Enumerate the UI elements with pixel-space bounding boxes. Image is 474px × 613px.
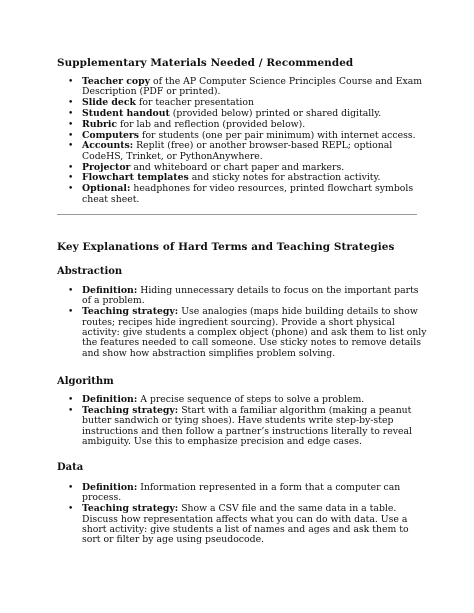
bullet-icon: • <box>68 77 74 87</box>
list-item: • Projector and whiteboard or chart paper and markers. <box>68 161 345 173</box>
bullet-icon: • <box>68 286 74 296</box>
bullet-icon: • <box>68 130 74 141</box>
list-item: • Student handout (provided below) printed or shared digitally. <box>68 108 382 119</box>
list-item: • Definition: Information represented in a form that a computer can process. <box>68 482 401 504</box>
bullet-icon: • <box>68 162 74 173</box>
bullet-icon: • <box>68 395 74 405</box>
bullet-icon: • <box>68 98 74 109</box>
bullet-icon: • <box>68 173 74 184</box>
list-item: • Teaching strategy: Show a CSV file and the same data in a table. Discuss how representation affects what you can do with data. Use a short activity: give students a list of names and ages and ask them to sort or filter by age using pseudocode. <box>68 503 409 546</box>
materials-list <box>63 77 428 205</box>
list-item: • Definition: A precise sequence of steps to solve a problem. <box>68 394 365 405</box>
bullet-icon: • <box>68 504 74 515</box>
bullet-icon: • <box>68 405 74 416</box>
list-item: • Rubric for lab and reflection (provided below). <box>68 118 306 130</box>
bullet-icon: • <box>68 307 74 318</box>
subsection-title-algorithm: Algorithm <box>57 376 114 387</box>
section-divider <box>57 214 417 215</box>
list-item: • Computers for students (one per pair minimum) with internet access. <box>68 129 416 141</box>
list-item: • Definition: Hiding unnecessary details to focus on the important parts of a problem. <box>68 285 419 307</box>
bullet-icon: • <box>68 119 74 130</box>
algorithm-list <box>63 395 428 448</box>
list-item: • Teaching strategy: Start with a familiar algorithm (making a peanut butter sandwich or tying shoes). Have students write step-by-step instructions and then follow a partner’s instructions literally to reveal ambiguity. Use this to emphasize precision and edge cases. <box>68 404 412 448</box>
data-list <box>63 483 428 546</box>
bullet-icon: • <box>68 109 74 119</box>
list-item: • Optional: headphones for video resources, printed flowchart symbols cheat sheet. <box>68 183 414 205</box>
list-item: • Teaching strategy: Use analogies (maps hide building details to show routes; recipes hide ingredient sourcing). Provide a short physical activity: give students a complex object (phone) and ask them to list only the features needed to call someone. Use sticky notes to remove details and show how abstraction simplifies problem solving. <box>68 306 427 359</box>
list-item: • Flowchart templates and sticky notes for abstraction activity. <box>68 172 381 184</box>
list-item: • Accounts: Replit (free) or another browser-based REPL; optional CodeHS, Trinket, or PythonAnywhere. <box>68 140 393 162</box>
subsection-title-data: Data <box>57 462 84 473</box>
bullet-icon: • <box>68 141 74 152</box>
section-heading-explanations: Key Explanations of Hard Terms and Teaching Strategies <box>57 241 395 253</box>
bullet-icon: • <box>68 184 74 195</box>
subsection-title-abstraction: Abstraction <box>57 266 123 277</box>
section-heading-materials: Supplementary Materials Needed / Recommended <box>57 57 354 69</box>
list-item: • Teacher copy of the AP Computer Science Principles Course and Exam Description (PDF or printed). <box>68 76 423 98</box>
list-item: • Slide deck for teacher presentation <box>68 97 254 109</box>
bullet-icon: • <box>68 483 74 493</box>
abstraction-list <box>63 286 428 360</box>
